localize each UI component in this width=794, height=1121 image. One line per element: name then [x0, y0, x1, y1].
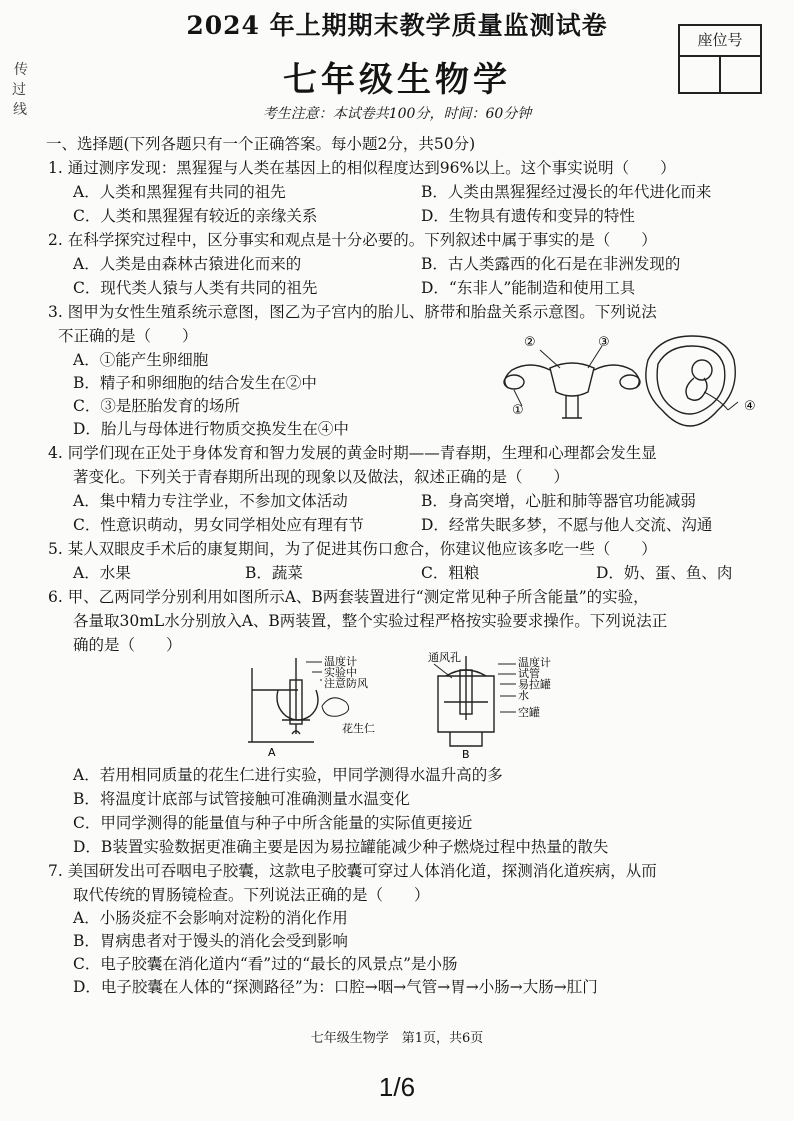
fig6a-label-windproof: 注意防风: [324, 677, 368, 690]
apparatus-b: [434, 656, 516, 746]
figure-reproductive-system: [490, 330, 780, 432]
exam-title: 2024 年上期期末教学质量监测试卷: [186, 11, 608, 40]
q5-option-c: C．粗粮: [421, 564, 480, 582]
seat-number-label: 座位号: [680, 26, 760, 57]
q2-option-d: D．“东非人”能制造和使用工具: [421, 279, 636, 297]
q1-option-d: D．生物具有遗传和变异的特性: [421, 207, 635, 225]
question-3-stem-line2: 不正确的是（ ）: [58, 327, 198, 345]
question-1-stem: 1. 通过测序发现：黑猩猩与人类在基因上的相似程度达到96%以上。这个事实说明（ ）: [48, 159, 676, 177]
q4-option-a: A．集中精力专注学业，不参加文体活动: [73, 492, 348, 510]
seat-divider: [719, 57, 721, 92]
q1-option-a: A．人类和黑猩猩有共同的祖先: [73, 183, 286, 201]
question-6-stem-line2: 各量取30mL水分别放入A、B两装置，整个实验过程严格按实验要求操作。下列说法正: [73, 612, 668, 630]
q2-option-c: C．现代类人猿与人类有共同的祖先: [73, 279, 318, 297]
section-heading: 一、选择题(下列各题只有一个正确答案。每小题2分，共50分): [46, 135, 476, 153]
q7-option-b: B．胃病患者对于馒头的消化会受到影响: [73, 932, 348, 950]
fig3-label-1: ①: [512, 403, 524, 418]
page-indicator: 1/6: [378, 1072, 416, 1102]
q2-option-b: B．古人类露西的化石是在非洲发现的: [421, 255, 681, 273]
q3-option-c: C．③是胚胎发育的场所: [73, 397, 240, 415]
subject-title: 七年级生物学: [283, 60, 511, 100]
question-4-stem: 4. 同学们现在正处于身体发育和智力发展的黄金时期——青春期，生理和心理都会发生显: [48, 444, 657, 462]
q3-option-d: D．胎儿与母体进行物质交换发生在④中: [73, 420, 349, 438]
question-5-stem: 5. 某人双眼皮手术后的康复期间，为了促进其伤口愈合，你建议他应该多吃一些（ ）: [48, 540, 657, 558]
q1-option-b: B．人类由黑猩猩经过漫长的年代进化而来: [421, 183, 712, 201]
seat-number-box: [678, 24, 762, 94]
fig6b-label-test-tube: 试管: [518, 667, 540, 680]
margin-note-2: 过: [12, 82, 26, 98]
fig6b-label-empty-can: 空罐: [518, 706, 540, 719]
q5-option-b: B．蔬菜: [245, 564, 303, 582]
q6-option-d: D．B装置实验数据更准确主要是因为易拉罐能减少种子燃烧过程中热量的散失: [73, 838, 609, 856]
fig6-caption-a: A: [268, 746, 276, 759]
question-2-stem: 2. 在科学探究过程中，区分事实和观点是十分必要的。下列叙述中属于事实的是（ ）: [48, 231, 657, 249]
fig6b-label-thermometer: 温度计: [518, 656, 551, 669]
margin-note-3: 线: [13, 102, 27, 118]
q4-option-d: D．经常失眠多梦，不愿与他人交流、沟通: [421, 516, 713, 534]
fig3-label-3: ③: [598, 335, 610, 350]
fig3-label-4: ④: [744, 399, 756, 414]
q7-option-a: A．小肠炎症不会影响对淀粉的消化作用: [73, 909, 348, 927]
question-7-stem: 7. 美国研发出可吞咽电子胶囊，这款电子胶囊可穿过人体消化道，探测消化道疾病，从而: [48, 862, 657, 880]
fig6b-label-can: 易拉罐: [518, 678, 551, 691]
q4-option-b: B．身高突增，心脏和肺等器官功能减弱: [421, 492, 696, 510]
q7-option-d: D．电子胶囊在人体的“探测路径”为：口腔→咽→气管→胃→小肠→大肠→肛门: [73, 978, 598, 996]
q4-option-c: C．性意识萌动，男女同学相处应有理有节: [73, 516, 364, 534]
q6-option-a: A．若用相同质量的花生仁进行实验，甲同学测得水温升高的多: [73, 766, 503, 784]
exam-notice: 考生注意：本试卷共100分，时间：60分钟: [262, 106, 532, 122]
question-4-stem-line2: 著变化。下列关于青春期所出现的现象以及做法，叙述正确的是（ ）: [73, 468, 570, 486]
q2-option-a: A．人类是由森林古猿进化而来的: [73, 255, 302, 273]
page-footer: 七年级生物学 第1页，共6页: [310, 1031, 484, 1046]
q3-option-a: A．①能产生卵细胞: [73, 351, 209, 369]
q6-option-c: C．甲同学测得的能量值与种子中所含能量的实际值更接近: [73, 814, 473, 832]
question-3-stem: 3. 图甲为女性生殖系统示意图，图乙为子宫内的胎儿、脐带和胎盘关系示意图。下列说法: [48, 303, 657, 321]
question-6-stem-line3: 确的是（ ）: [73, 636, 182, 654]
fig6b-label-vent: 通风孔: [428, 651, 461, 664]
fig6a-label-peanut: 花生仁: [342, 722, 375, 735]
q7-option-c: C．电子胶囊在消化道内“看”过的“最长的风景点”是小肠: [73, 955, 458, 973]
fig3-label-2: ②: [524, 335, 536, 350]
q5-option-a: A．水果: [73, 564, 131, 582]
q1-option-c: C．人类和黑猩猩有较近的亲缘关系: [73, 207, 318, 225]
question-7-stem-line2: 取代传统的胃肠镜检查。下列说法正确的是（ ）: [73, 886, 430, 904]
uterus-diagram: [504, 346, 640, 418]
fig6-caption-b: B: [462, 748, 470, 761]
fig6b-label-water: 水: [518, 689, 529, 702]
fetus-in-uterus-diagram: [646, 336, 738, 426]
fig6a-label-during-experiment: 实验中: [324, 666, 357, 679]
question-6-stem: 6. 甲、乙两同学分别利用如图所示A、B两套装置进行“测定常见种子所含能量”的实验，: [48, 588, 649, 606]
q5-option-d: D．奶、蛋、鱼、肉: [596, 564, 733, 582]
figure-seed-energy-apparatus: [238, 650, 578, 762]
fig6a-label-thermometer: 温度计: [324, 655, 357, 668]
q3-option-b: B．精子和卵细胞的结合发生在②中: [73, 374, 317, 392]
q6-option-b: B．将温度计底部与试管接触可准确测量水温变化: [73, 790, 410, 808]
margin-note-1: 传: [14, 62, 28, 78]
